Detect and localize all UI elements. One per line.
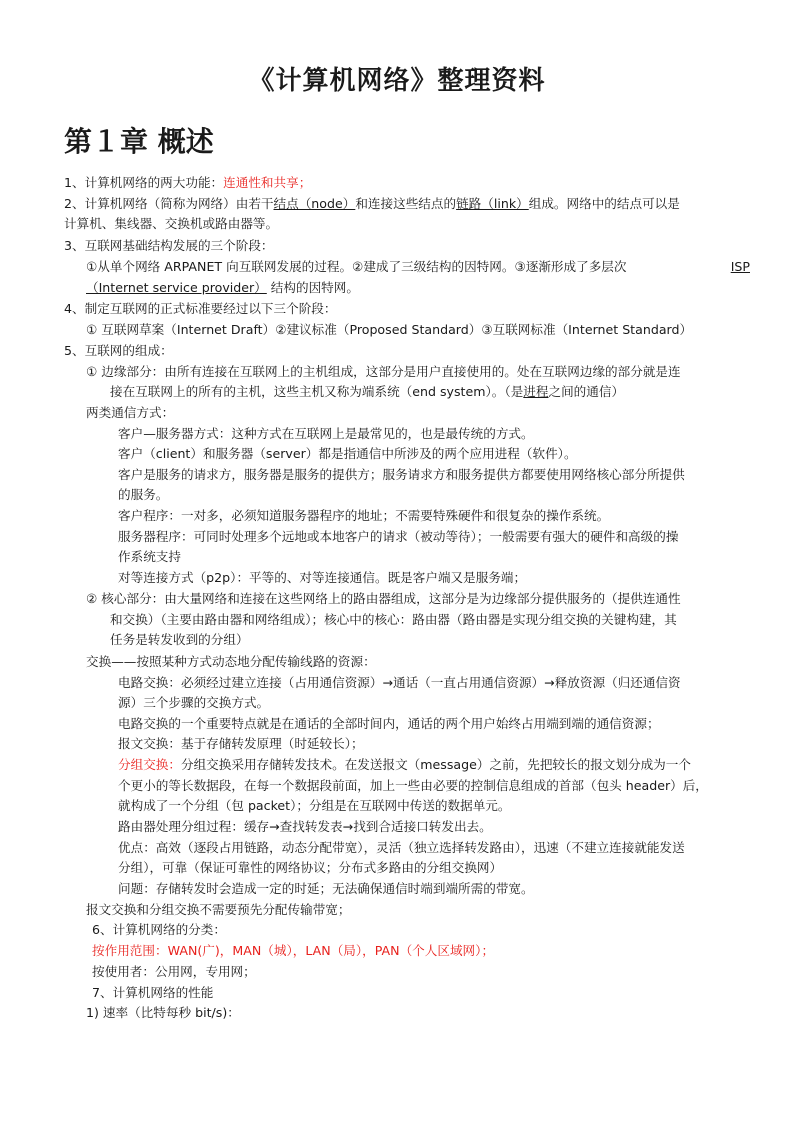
text-line: 路由器处理分组过程：缓存→查找转发表→找到合适接口转发出去。 xyxy=(118,819,492,834)
text-line: 问题：存储转发时会造成一定的时延；无法确保通信时端到端所需的带宽。 xyxy=(118,881,534,896)
text-line: 交换——按照某种方式动态地分配传输线路的资源： xyxy=(86,654,376,669)
text-line xyxy=(118,757,691,773)
text-line: 3、互联网基础结构发展的三个阶段： xyxy=(64,238,274,253)
text-line: 5、互联网的组成： xyxy=(64,343,173,358)
text-line: 6、计算机网络的分类： xyxy=(92,922,226,937)
underlined-term: ISP xyxy=(730,259,750,274)
text-line: 对等连接方式（p2p）：平等的、对等连接通信。既是客户端又是服务端； xyxy=(118,570,527,585)
text-line: 报文交换：基于存储转发原理（时延较长）； xyxy=(118,736,364,751)
text-line: 任务是转发收到的分组） xyxy=(110,632,249,647)
document-title: 《计算机网络》整理资料 xyxy=(248,66,546,96)
text-line: 电路交换：必须经过建立连接（占用通信资源）→通话（一直占用通信资源）→释放资源（归还通信资 xyxy=(118,675,681,690)
text-line: 4、制定互联网的正式标准要经过以下三个阶段： xyxy=(64,301,337,316)
text-line: 优点：高效（逐段占用链路，动态分配带宽），灵活（独立选择转发路由），迅速（不建立连接就能发送 xyxy=(118,840,685,855)
chapter-heading: 第１章 概述 xyxy=(64,125,214,158)
text-line: 7、计算机网络的性能 xyxy=(92,985,214,1000)
line-text: 分组交换采用存储转发技术。在发送报文（message）之前，先把较长的报文划分成为一个 xyxy=(180,757,691,772)
line-text: 和连接这些结点的 xyxy=(355,196,457,211)
text-line: 客户程序：一对多，必须知道服务器程序的地址；不需要特殊硬件和很复杂的操作系统。 xyxy=(118,508,610,523)
text-line: 客户（client）和服务器（server）都是指通信中所涉及的两个应用进程（软件）。 xyxy=(118,446,577,461)
underlined-term: 进程 xyxy=(523,384,549,399)
text-line: ① 互联网草案（Internet Draft）②建议标准（Proposed Standard）③互联网标准（Internet Standard） xyxy=(86,322,693,337)
text-line: 报文交换和分组交换不需要预先分配传输带宽； xyxy=(86,902,351,917)
text-line: 就构成了一个分组（包 packet）；分组是在互联网中传送的数据单元。 xyxy=(118,798,511,813)
text-line: ② 核心部分：由大量网络和连接在这些网络上的路由器组成，这部分是为边缘部分提供服务的（提供连通性 xyxy=(86,591,681,606)
line-text: 1、计算机网络的两大功能： xyxy=(64,175,224,190)
text-line: 电路交换的一个重要特点就是在通话的全部时间内，通话的两个用户始终占用端到端的通信资源； xyxy=(118,716,660,731)
text-line xyxy=(64,175,311,191)
text-line: 1) 速率（比特每秒 bit/s)： xyxy=(86,1005,240,1020)
text-line xyxy=(64,196,680,212)
text-line xyxy=(86,259,750,275)
line-text: 接在互联网上的所有的主机，这些主机又称为端系统（end system）。（是 xyxy=(110,384,524,399)
text-line: 个更小的等长数据段，在每一个数据段前面，加上一些由必要的控制信息组成的首部（包头 header）后， xyxy=(118,778,708,793)
text-line xyxy=(110,384,624,400)
text-line: 服务器程序：可同时处理多个远地或本地客户的请求（被动等待）；一般需要有强大的硬件和高级的操 xyxy=(118,529,679,544)
text-line: 计算机、集线器、交换机或路由器等。 xyxy=(64,216,279,231)
highlight-text: 连通性和共享； xyxy=(223,175,312,190)
highlight-text: 按作用范围：WAN(广)，MAN（城），LAN（局），PAN（个人区域网）； xyxy=(92,943,495,958)
underlined-term: （Internet service provider） xyxy=(86,280,267,295)
underlined-term: 结点（node） xyxy=(273,196,356,211)
text-line: 按使用者：公用网，专用网； xyxy=(92,964,256,979)
text-line: 的服务。 xyxy=(118,487,169,502)
text-line: 分组），可靠（保证可靠性的网络协议；分布式多路由的分组交换网） xyxy=(118,860,503,875)
text-line: 客户—服务器方式：这种方式在互联网上是最常见的，也是最传统的方式。 xyxy=(118,426,534,441)
text-line xyxy=(86,280,359,296)
underlined-term: 链路（link） xyxy=(456,196,529,211)
text-line: 和交换）（主要由路由器和网络组成）；核心中的核心：路由器（路由器是实现分组交换的关键构建，其 xyxy=(110,612,677,627)
line-text: 之间的通信） xyxy=(548,384,625,399)
line-text: ①从单个网络 ARPANET 向互联网发展的过程。②建成了三级结构的因特网。③逐渐形成了多层次 xyxy=(86,259,627,274)
text-line: 作系统支持 xyxy=(118,549,181,564)
text-line: ① 边缘部分：由所有连接在互联网上的主机组成，这部分是用户直接使用的。处在互联网边缘的部分就是连 xyxy=(86,364,681,379)
text-line: 客户是服务的请求方，服务器是服务的提供方；服务请求方和服务提供方都要使用网络核心部分所提供 xyxy=(118,467,685,482)
line-text: 组成。网络中的结点可以是 xyxy=(528,196,680,211)
text-line: 两类通信方式： xyxy=(86,405,175,420)
line-text: 2、计算机网络（简称为网络）由若干 xyxy=(64,196,274,211)
text-line: 源）三个步骤的交换方式。 xyxy=(118,695,270,710)
highlight-text: 分组交换： xyxy=(118,757,181,772)
line-text: 结构的因特网。 xyxy=(266,280,359,295)
